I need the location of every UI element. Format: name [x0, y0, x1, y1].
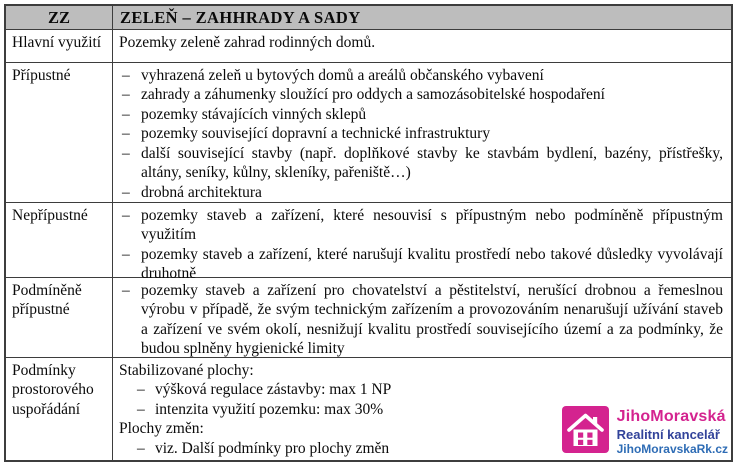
dash-marker: – — [122, 125, 130, 142]
dash-marker: – — [122, 86, 130, 103]
bullet-item — [119, 183, 723, 203]
dash-marker: – — [137, 439, 145, 457]
main-use-text: Pozemky zeleně zahrad rodinných domů. — [119, 34, 376, 52]
zone-code: ZZ — [6, 6, 113, 29]
dash-marker: – — [122, 281, 130, 299]
bullet-item — [119, 66, 723, 86]
row-content — [113, 203, 731, 282]
bullet-item — [119, 206, 723, 245]
table-header-row — [6, 6, 731, 29]
row-label: Podmíněně přípustné — [6, 278, 113, 357]
bullet-item — [119, 124, 723, 144]
bullet-item — [119, 105, 723, 125]
dash-marker: – — [122, 105, 130, 123]
logo-text-block — [617, 408, 728, 456]
bullet-text: pozemky související dopravní a technické infrastruktury — [141, 125, 491, 142]
bullet-text: vyhrazená zeleň u bytových domů a areálů občanského vybavení — [141, 66, 544, 84]
bullet-text: zahrady a záhumenky sloužící pro oddych a samozásobitelské hospodaření — [141, 86, 605, 103]
bullet-item — [119, 281, 723, 359]
subheading: Plochy změn: — [119, 420, 204, 437]
bullet-text: pozemky staveb a zařízení, které nesouvisí s přípustným nebo podmíněně přípustným využitím — [141, 206, 723, 243]
logo-brand: JihoMoravská — [616, 407, 726, 425]
bullet-text: pozemky staveb a zařízení pro chovatelství a pěstitelství, nerušící drobnou a řemeslnou výrobu v případě, že svým technickým zařízením a provozováním nenarušují užívání staveb a zařízení ve svém okolí, nesnižují kvalitu prostředí souvisejícího území a za podmínky, že budou splněny hygienické limity — [141, 281, 723, 357]
bullet-item — [119, 85, 723, 105]
bullet-text: intenzita využití pozemku: max 30% — [155, 400, 384, 418]
table-row-pripustne — [6, 62, 731, 202]
dash-marker: – — [122, 66, 130, 84]
bullet-text: pozemky stávajících vinných sklepů — [141, 105, 367, 123]
table-row-podminene-pripustne — [6, 277, 731, 357]
dash-marker: – — [137, 381, 145, 398]
dash-marker: – — [122, 144, 130, 162]
bullet-text: drobná architektura — [141, 183, 262, 201]
bullet-item — [119, 380, 723, 400]
house-icon — [562, 406, 609, 458]
row-content — [113, 278, 731, 357]
dash-marker: – — [122, 206, 130, 224]
row-label: Hlavní využití — [6, 30, 113, 61]
subheading: Stabilizované plochy: — [119, 361, 254, 379]
row-label: Podmínky prostorového uspořádání — [6, 358, 113, 461]
bullet-item — [119, 245, 723, 284]
bullet-text: viz. Další podmínky pro plochy změn — [155, 439, 390, 457]
bullet-item — [119, 144, 723, 183]
table-row-nepripustne — [6, 202, 731, 282]
zoning-table — [4, 4, 733, 462]
dash-marker: – — [122, 183, 130, 201]
dash-marker: – — [122, 245, 130, 263]
row-content — [113, 30, 731, 61]
dash-marker: – — [137, 400, 145, 418]
bullet-text: výšková regulace zástavby: max 1 NP — [155, 381, 392, 398]
logo-subtitle: Realitní kancelář — [616, 426, 720, 442]
row-content — [113, 63, 731, 202]
table-row-hlavni-vyuziti — [6, 29, 731, 61]
logo-url: JihoMoravskaRk.cz — [616, 442, 728, 457]
bullet-text: pozemky staveb a zařízení, které narušují kvalitu prostředí nebo takové důsledky vyvolávají druhotně — [141, 245, 723, 282]
row-label: Nepřípustné — [6, 203, 113, 277]
row-label: Přípustné — [6, 63, 113, 202]
realty-logo — [560, 405, 730, 459]
zone-title: ZELEŇ – ZAHHRADY A SADY — [120, 8, 361, 28]
bullet-text: další související stavby (např. doplňkové stavby ke stavbám bydlení, bazény, přístřešky, altány, seníky, kůlny, skleníky, pařeniště…) — [141, 144, 723, 181]
